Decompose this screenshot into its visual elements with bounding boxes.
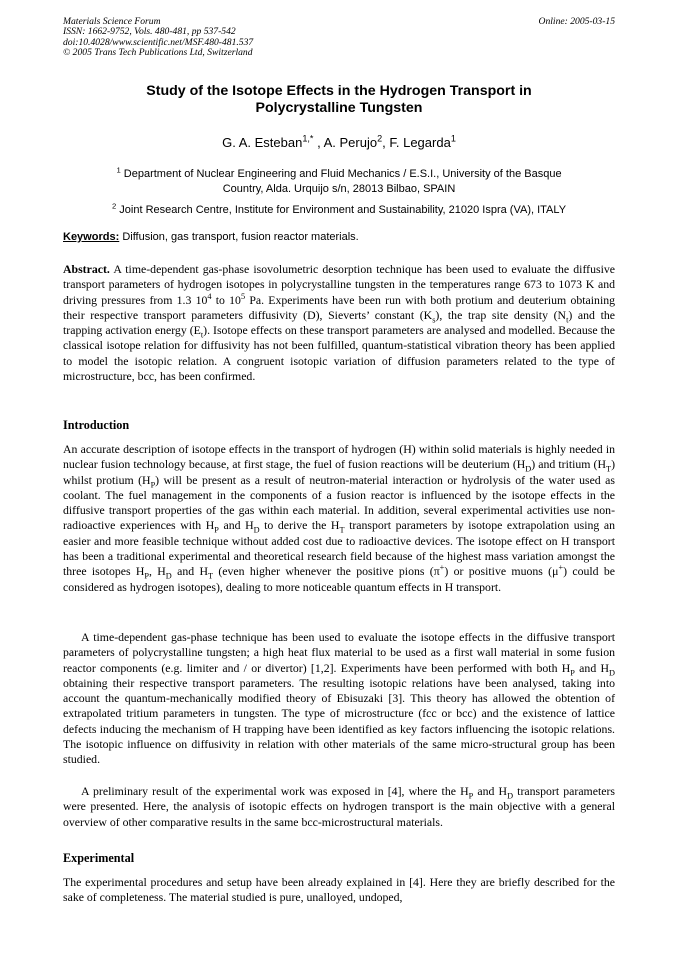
abstract xyxy=(63,262,615,384)
paragraph-text: ) will be present as a result of neutron-material interaction or hydrolysis of the water used as coolant. The fuel management in the components of a fusion reactor is influenced by the isotope effects in the diffusive transport properties of the gas within each material. In addition, several experimental activities use non-radioactive experiences with H xyxy=(63,472,615,533)
paragraph-text: , H xyxy=(149,564,166,579)
affiliation-2 xyxy=(63,203,615,218)
subscript: D xyxy=(165,571,172,581)
subscript: P xyxy=(214,525,219,535)
title-line-1: Study of the Isotope Effects in the Hydrogen Transport in xyxy=(146,83,532,99)
abstract-text: A time-dependent gas-phase isovolumetric desorption technique has been used to evaluate the diffusive transport parameters of hydrogen isotopes in polycrystalline tungsten in the temperatures range 673 to 1073 K and driving pressures from 1.3 10 xyxy=(63,262,615,307)
author-3: F. Legarda xyxy=(389,135,451,150)
affiliation-1 xyxy=(63,167,615,197)
online-date: Online: 2005-03-15 xyxy=(538,16,615,27)
subscript: P xyxy=(468,791,474,801)
subscript: T xyxy=(339,525,345,535)
abstract-sub: s xyxy=(432,315,436,325)
paragraph-text: obtaining their respective transport parameters. The resulting isotopic relations have been analysed, taking into account the quantum-mechanically modified theory of Ebisuzaki [3]. This theory has allowed the obtention of extrapolated tritium parameters in tungsten. The type of microstructure (fcc or bcc) and the existence of lattice defects inducing the mechanism of H trapping have been identified as key factors influencing the isotopic relations. The isotopic influence on diffusivity in relation with other materials of the same micro-structural group has been studied. xyxy=(63,675,615,767)
subscript: P xyxy=(570,667,575,677)
author-3-affil: 1 xyxy=(450,133,456,144)
paragraph-text: A time-dependent gas-phase technique has been used to evaluate the isotope effects in the diffusive transport parameters of polycrystalline tungsten; a high heat flux material to be used as a first wall material in some fusion reactor components (e.g. limiter and / or divertor) [1,2]. Experiments have been performed with both H xyxy=(63,630,615,675)
author-list: G. A. Esteban$^{1,*}$ , A. Perujo$^2$, F. Legarda$^1$ xyxy=(222,133,456,150)
abstract-sup: 4 xyxy=(207,291,212,301)
abstract-sub: t xyxy=(566,315,569,325)
paragraph-text: ) whilst protium (H xyxy=(63,457,615,487)
subscript: T xyxy=(606,464,612,474)
author-1-affil: 1,* xyxy=(302,133,314,144)
paragraph-text: and H xyxy=(574,660,610,675)
section-heading-experimental: Experimental xyxy=(63,851,135,865)
subscript: D xyxy=(507,791,514,801)
abstract-label: Abstract. xyxy=(63,262,110,276)
paragraph-text: ) and tritium (H xyxy=(531,457,607,472)
subscript: P xyxy=(150,479,156,489)
paragraph-text: (even higher whenever the positive pions (π xyxy=(213,564,440,579)
author-1: G. A. Esteban xyxy=(222,135,303,150)
intro-paragraph-2 xyxy=(63,630,615,768)
subscript: P xyxy=(144,571,149,581)
section-heading-introduction: Introduction xyxy=(63,418,130,432)
paragraph-text: and H xyxy=(218,518,254,533)
paragraph-text: ) or positive muons (μ xyxy=(444,564,559,579)
author-2: A. Perujo xyxy=(323,135,378,150)
paragraph-text: ) could be considered as hydrogen isotopes), dealing to more noticeable quantum effects in H transport. xyxy=(63,564,616,594)
abstract-text: ) and the trapping activation energy (E xyxy=(63,307,615,338)
affiliation-1-line-1: Department of Nuclear Engineering and Fluid Mechanics / E.S.I., University of the Basque xyxy=(123,168,562,180)
abstract-sup: 5 xyxy=(240,291,246,301)
affiliation-1-line-2: Country, Alda. Urquijo s/n, 28013 Bilbao, SPAIN xyxy=(222,183,456,195)
paragraph-text: to derive the H xyxy=(259,518,340,533)
doi: doi:10.4028/www.scientific.net/MSF.480-481.537 xyxy=(63,36,254,48)
affiliation-2-text: Joint Research Centre, Institute for Environment and Sustainability, 21020 Ispra (VA), ITALY xyxy=(119,204,567,216)
abstract-text: Pa. Experiments have been run with both protium and deuterium obtaining their respective transport parameters diffusivity (D), Sieverts’ constant (K xyxy=(63,292,616,322)
affiliation-2-marker: 2 xyxy=(111,201,117,211)
subscript: D xyxy=(525,464,532,474)
superscript: + xyxy=(558,563,564,573)
author-2-affil: 2 xyxy=(377,133,383,144)
paragraph-text: transport parameters by isotope extrapolation using an easier and more feasible technique without added cost due to radioactive devices. The isotope effect on H transport has been a traditional experimental and theoretical research field because of the highest mass variation amongst the three isotopes H xyxy=(63,518,616,579)
abstract-text: ), the trap site density (N xyxy=(435,307,567,322)
copyright: © 2005 Trans Tech Publications Ltd, Switzerland xyxy=(63,47,253,59)
paragraph-text: and H xyxy=(473,784,508,798)
abstract-text: to 10 xyxy=(211,292,241,307)
journal-header xyxy=(63,17,253,59)
subscript: D xyxy=(609,667,615,677)
keywords xyxy=(63,231,615,243)
intro-paragraph-3 xyxy=(63,784,615,830)
affiliation-1-marker: 1 xyxy=(116,165,121,175)
keywords-label: Keywords: xyxy=(63,231,120,243)
keywords-text: Diffusion, gas transport, fusion reactor materials. xyxy=(122,231,359,243)
subscript: D xyxy=(253,525,260,535)
subscript: T xyxy=(207,571,214,581)
abstract-text: ). Isotope effects on these transport parameters are analysed and modelled. Because the classical isotope relation for diffusivity has not been fulfilled, quantum-statistical vibration theory has been applied to model the isotopic relation. A congruent isotopic variation of diffusion parameters related to the type of microstructure, bcc, has been confirmed. xyxy=(63,323,615,384)
abstract-sub: t xyxy=(200,330,204,340)
paragraph-text: A preliminary result of the experimental work was exposed in [4], where the H xyxy=(81,784,469,798)
title-line-2: Polycrystalline Tungsten xyxy=(255,100,423,116)
paragraph-text: and H xyxy=(171,564,208,579)
issn: ISSN: 1662-9752, Vols. 480-481, pp 537-542 xyxy=(63,26,236,38)
paragraph-text: An accurate description of isotope effects in the transport of hydrogen (H) within solid materials is highly needed in nuclear fusion technology because, at first stage, the fuel of fusion reactions will be deuterium (H xyxy=(63,442,615,472)
journal-name: Materials Science Forum xyxy=(63,16,161,27)
superscript: + xyxy=(439,563,445,573)
intro-paragraph-1 xyxy=(63,442,615,595)
paper-title xyxy=(63,83,615,117)
experimental-paragraph-1: The experimental procedures and setup have been already explained in [4]. Here they are briefly described for the sake of completeness. The material studied is pure, unalloyed, undoped, xyxy=(63,875,615,905)
paragraph-text: transport parameters were presented. Here, the analysis of isotopic effects on hydrogen transport is the main objective with a general overview of other comparative results in the same bcc-microstructural materials. xyxy=(63,784,616,829)
